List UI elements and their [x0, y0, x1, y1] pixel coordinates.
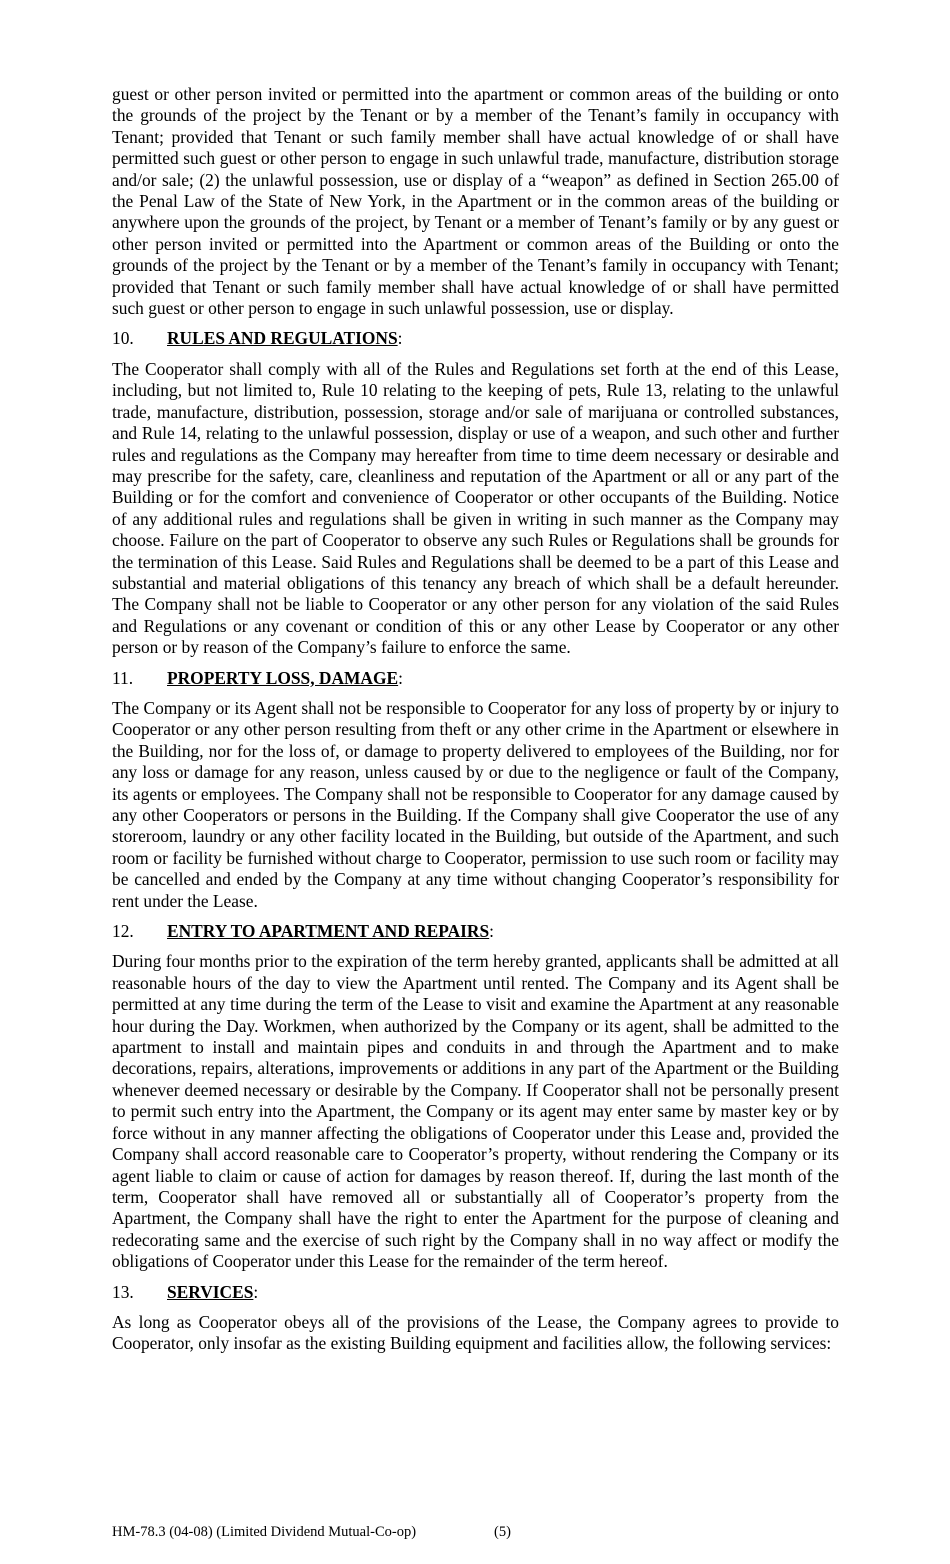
section-title: RULES AND REGULATIONS: [167, 328, 398, 349]
page-number: (5): [494, 1524, 511, 1540]
section-10-body: The Cooperator shall comply with all of the Rules and Regulations set forth at the end of this Lease, including, but not limited to, Rule 10 relating to the keeping of pets, Rule 13, relating to the unlawful trade, manufacture, distribution, possession, storage and/or sale of marijuana or controlled substances, and Rule 14, relating to the unlawful possession, display or use of a weapon, and such other and further rules and regulations as the Company may hereafter from time to time deem necessary or desirable and may prescribe for the safety, care, cleanliness and reputation of the Apartment or all or any part of the Building or for the comfort and convenience of Cooperator or other occupants of the Building. Notice of any additional rules and regulations shall be given in writing in such manner as the Company may choose. Failure on the part of Cooperator to observe any such Rules or Regulations shall be grounds for the termination of this Lease. Said Rules and Regulations shall be deemed to be a part of this Lease and substantial and material obligations of this tenancy any breach of which shall be a default hereunder. The Company shall not be liable to Cooperator or any other person for any violation of the said Rules and Regulations or any covenant or condition of this or any other Lease by Cooperator or any other person or by reason of the Company’s failure to enforce the same.: [112, 358, 839, 658]
heading-colon: :: [397, 328, 403, 349]
section-13-body: As long as Cooperator obeys all of the provisions of the Lease, the Company agrees to provide to Cooperator, only insofar as the existing Building equipment and facilities allow, the following services:: [112, 1311, 839, 1354]
heading-colon: :: [398, 667, 403, 688]
form-identifier: HM-78.3 (04-08) (Limited Dividend Mutual-Co-op): [112, 1524, 417, 1540]
section-12-body: During four months prior to the expiration of the term hereby granted, applicants shall be admitted at all reasonable hours of the day to view the Apartment until rented. The Company and its Agent shall be permitted at any time during the term of the Lease to visit and examine the Apartment at any reasonable hour during the Day. Workmen, when authorized by the Company or its agent, shall be admitted to the apartment to install and maintain pipes and conduits in and through the Apartment and to make decorations, repairs, alterations, improvements or additions in any part of the Apartment or the Building whenever deemed necessary or desirable by the Company. If Cooperator shall not be personally present to permit such entry into the Apartment, the Company or its agent may enter same by master key or by force without in any manner affecting the obligations of Cooperator under this Lease and, provided the Company shall accord reasonable care to Cooperator’s property, without rendering the Company or its agent liable to claim or cause of action for damages by reason thereof. If, during the last month of the term, Cooperator shall have removed all or substantially all of Cooperator’s property from the Apartment, the Company shall have the right to enter the Apartment for the purpose of cleaning and redecorating same and the exercise of such right by the Company shall in no way affect or modify the obligations of Cooperator under this Lease for the remainder of the term hereof.: [112, 951, 839, 1272]
document-page: [112, 84, 839, 1355]
section-11-body: The Company or its Agent shall not be responsible to Cooperator for any loss of property by or injury to Cooperator or any other person resulting from theft or any other crime in the Apartment or elsewhere in the Building, nor for the loss of, or damage to property delivered to employees of the Building, nor for any loss or damage for any reason, unless caused by or due to the negligence or fault of the Company, its agents or employees. The Company shall not be responsible to Cooperator for any damage caused by any other Cooperators or persons in the Building. If the Company shall give Cooperator the use of any storeroom, laundry or any other facility located in the Building, but outside of the Apartment, and such room or facility be furnished without charge to Cooperator, permission to use such room or facility may be cancelled and ended by the Company at any time without changing Cooperator’s responsibility for rent under the Lease.: [112, 697, 839, 911]
section-10-heading: [112, 328, 839, 349]
section-number: 10.: [112, 328, 134, 349]
heading-colon: :: [253, 1281, 259, 1302]
section-number: 13.: [112, 1281, 134, 1302]
section-13-heading: [112, 1282, 839, 1303]
section-11-heading: [112, 668, 839, 689]
section-number: 11.: [112, 667, 134, 688]
intro-paragraph: guest or other person invited or permitted into the apartment or common areas of the building or onto the grounds of the project by the Tenant or by a member of the Tenant’s family in occupancy with Tenant; provided that Tenant or such family member shall have actual knowledge of or shall have permitted such guest or other person to engage in such unlawful trade, manufacture, distribution storage and/or sale; (2) the unlawful possession, use or display of a “weapon” as defined in Section 265.00 of the Penal Law of the State of New York, in the Apartment or in the common areas of the building or anywhere upon the grounds of the project, by Tenant or a member of Tenant’s family or by any guest or other person invited or permitted into the Apartment or common areas of the Building or onto the grounds of the project by the Tenant or by a member of the Tenant’s family in occupancy with Tenant; provided that Tenant or such family member shall have actual knowledge of or shall have permitted such guest or other person to engage in such unlawful possession, use or display.: [112, 84, 839, 319]
section-title: PROPERTY LOSS, DAMAGE: [167, 667, 399, 688]
heading-colon: :: [489, 921, 495, 942]
section-number: 12.: [112, 921, 134, 942]
section-12-heading: [112, 921, 839, 942]
page-footer: [112, 1524, 511, 1541]
section-title: ENTRY TO APARTMENT AND REPAIRS: [167, 921, 490, 942]
section-title: SERVICES: [167, 1281, 254, 1302]
